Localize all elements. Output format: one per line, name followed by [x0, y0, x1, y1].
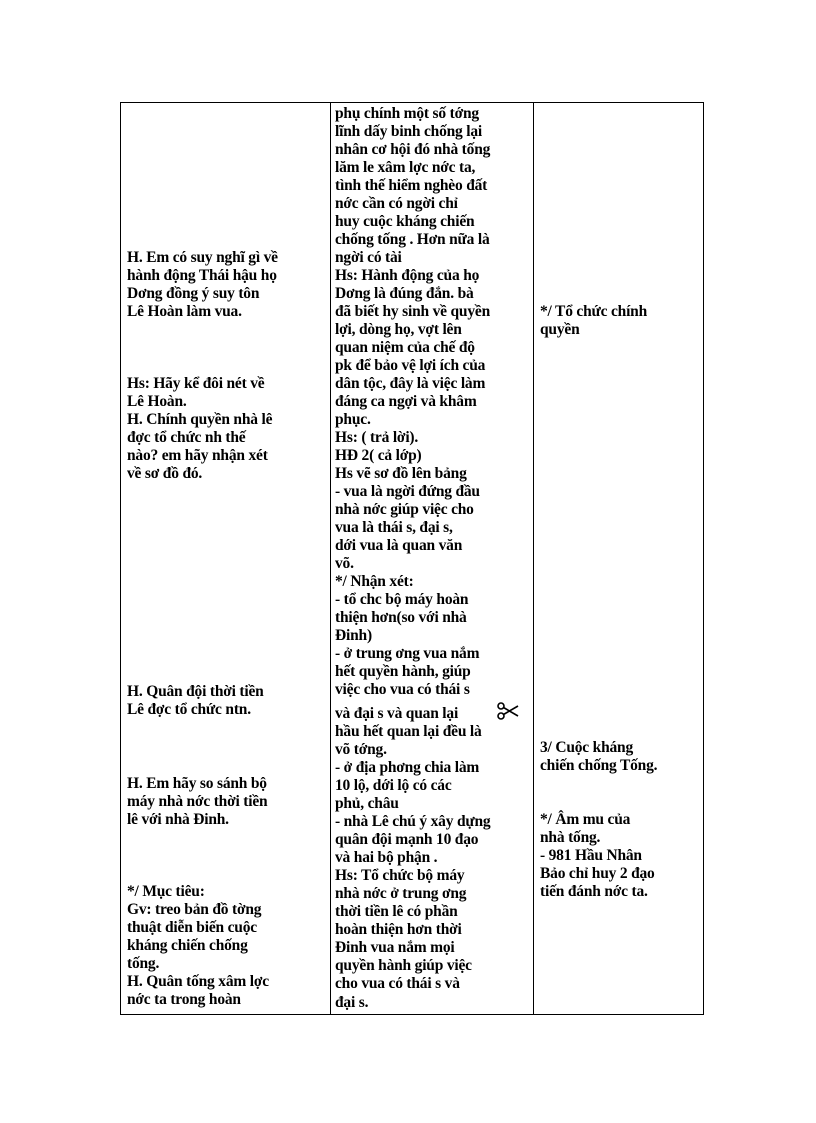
- question-text-line: máy nhà nớc thời tiền: [127, 793, 268, 810]
- answer-text-line: chống tống . Hơn nữa là: [335, 231, 490, 248]
- scissors-icon: [497, 702, 519, 720]
- answer-text-line: phụ chính một số tớng: [335, 105, 479, 122]
- answer-text-line: hoàn thiện hơn thời: [335, 921, 462, 938]
- answer-text-line: dân tộc, đây là việc làm: [335, 375, 486, 392]
- answer-text-line: võ.: [335, 555, 354, 572]
- answer-text-line: ngời có tài: [335, 249, 402, 266]
- answer-text-line: thiện hơn(so với nhà: [335, 609, 467, 626]
- question-text-line: Gv: treo bản đồ tờng: [127, 901, 262, 918]
- content-text-line: - 981 Hầu Nhân: [540, 847, 642, 864]
- answer-text-line: 10 lộ, dới lộ có các: [335, 777, 452, 794]
- content-text-line: Bảo chỉ huy 2 đạo: [540, 865, 655, 882]
- answer-text-line: nớc cần có ngời chỉ: [335, 195, 458, 212]
- answer-text-line: nhà nớc giúp việc cho: [335, 501, 474, 518]
- answer-text-line: vua là thái s, đại s,: [335, 519, 453, 536]
- question-text-line: nào? em hãy nhận xét: [127, 447, 268, 464]
- answer-text-line: thời tiền lê có phần: [335, 903, 458, 920]
- answer-text-line: và đại s và quan lại: [335, 705, 459, 722]
- question-text-line: H. Em có suy nghĩ gì về: [127, 249, 278, 266]
- question-text-line: Dơng đồng ý suy tôn: [127, 285, 260, 302]
- answer-text-line: quyền hành giúp việc: [335, 957, 472, 974]
- answer-text-line: Dơng là đúng đắn. bà: [335, 285, 474, 302]
- answer-text-line: lĩnh dấy binh chống lại: [335, 123, 483, 140]
- question-text-line: hành động Thái hậu họ: [127, 267, 277, 284]
- question-text-line: Hs: Hãy kể đôi nét về: [127, 375, 265, 392]
- answer-text-line: Hs vẽ sơ đồ lên bảng: [335, 465, 467, 482]
- answer-text-line: nhà nớc ở trung ơng: [335, 885, 467, 902]
- question-text-line: H. Quân tống xâm lợc: [127, 973, 269, 990]
- answer-text-line: lăm le xâm lợc nớc ta,: [335, 159, 476, 176]
- answer-text-line: tình thế hiểm nghèo đất: [335, 177, 488, 194]
- answer-text-line: Hs: Hành động của họ: [335, 267, 480, 284]
- answer-text-line: Đinh vua nắm mọi: [335, 939, 455, 956]
- question-text-line: H. Em hãy so sánh bộ: [127, 775, 267, 792]
- question-text-line: nớc ta trong hoàn: [127, 991, 241, 1008]
- answer-text-line: quan niệm của chế độ: [335, 339, 475, 356]
- answer-text-line: */ Nhận xét:: [335, 573, 414, 590]
- answer-text-line: và hai bộ phận .: [335, 849, 438, 866]
- question-text-line: thuật diễn biến cuộc: [127, 919, 257, 936]
- answer-text-line: võ tớng.: [335, 741, 387, 758]
- question-text-line: H. Chính quyền nhà lê: [127, 411, 273, 428]
- lesson-plan-table: [120, 102, 704, 1015]
- section-heading: 3/ Cuộc kháng: [540, 739, 634, 756]
- answer-text-line: - ở trung ơng vua nắm: [335, 645, 480, 662]
- subsection-heading: */ Âm mu của: [540, 811, 631, 828]
- student-answers-column: [331, 103, 534, 1014]
- question-text-line: tống.: [127, 955, 160, 972]
- answer-text-line: huy cuộc kháng chiến: [335, 213, 475, 230]
- content-text-line: tiến đánh nớc ta.: [540, 883, 648, 900]
- question-text-line: đợc tổ chức nh thế: [127, 429, 246, 446]
- question-text-line: Lê Hoàn làm vua.: [127, 303, 242, 320]
- teacher-questions-column: [121, 103, 331, 1014]
- section-heading: quyền: [540, 321, 580, 338]
- answer-text-line: - vua là ngời đứng đầu: [335, 483, 480, 500]
- question-text-line: về sơ đồ đó.: [127, 465, 203, 482]
- question-text-line: Lê đợc tổ chức ntn.: [127, 701, 251, 718]
- subsection-heading: nhà tống.: [540, 829, 601, 846]
- question-text-line: */ Mục tiêu:: [127, 883, 205, 900]
- answer-text-line: pk để bảo vệ lợi ích của: [335, 357, 486, 374]
- answer-text-line: cho vua có thái s và: [335, 975, 460, 992]
- question-text-line: kháng chiến chống: [127, 937, 248, 954]
- answer-text-line: phục.: [335, 411, 371, 428]
- answer-text-line: - nhà Lê chú ý xây dựng: [335, 813, 491, 830]
- answer-text-line: Đinh): [335, 627, 372, 644]
- answer-text-line: - ở địa phơng chia làm: [335, 759, 480, 776]
- answer-text-line: Hs: Tổ chức bộ máy: [335, 867, 465, 884]
- question-text-line: Lê Hoàn.: [127, 393, 187, 410]
- answer-text-line: phủ, châu: [335, 795, 399, 812]
- answer-text-line: đáng ca ngợi và khâm: [335, 393, 477, 410]
- answer-text-line: dới vua là quan văn: [335, 537, 463, 554]
- answer-text-line: việc cho vua có thái s: [335, 681, 470, 698]
- activity-heading: HĐ 2( cả lớp): [335, 447, 422, 464]
- answer-text-line: hết quyền hành, giúp: [335, 663, 471, 680]
- answer-text-line: hầu hết quan lại đều là: [335, 723, 482, 740]
- answer-text-line: - tổ chc bộ máy hoàn: [335, 591, 469, 608]
- answer-text-line: nhân cơ hội đó nhà tống: [335, 141, 491, 158]
- answer-text-line: quân đội mạnh 10 đạo: [335, 831, 479, 848]
- question-text-line: lê với nhà Đinh.: [127, 811, 229, 828]
- answer-text-line: lợi, dòng họ, vợt lên: [335, 321, 462, 338]
- answer-text-line: đã biết hy sinh về quyền: [335, 303, 490, 320]
- answer-text-line: Hs: ( trả lời).: [335, 429, 419, 446]
- answer-text-line: đại s.: [335, 994, 369, 1011]
- section-heading: chiến chống Tống.: [540, 757, 658, 774]
- section-heading: */ Tổ chức chính: [540, 303, 648, 320]
- lesson-content-column: [534, 103, 703, 1014]
- question-text-line: H. Quân đội thời tiền: [127, 683, 264, 700]
